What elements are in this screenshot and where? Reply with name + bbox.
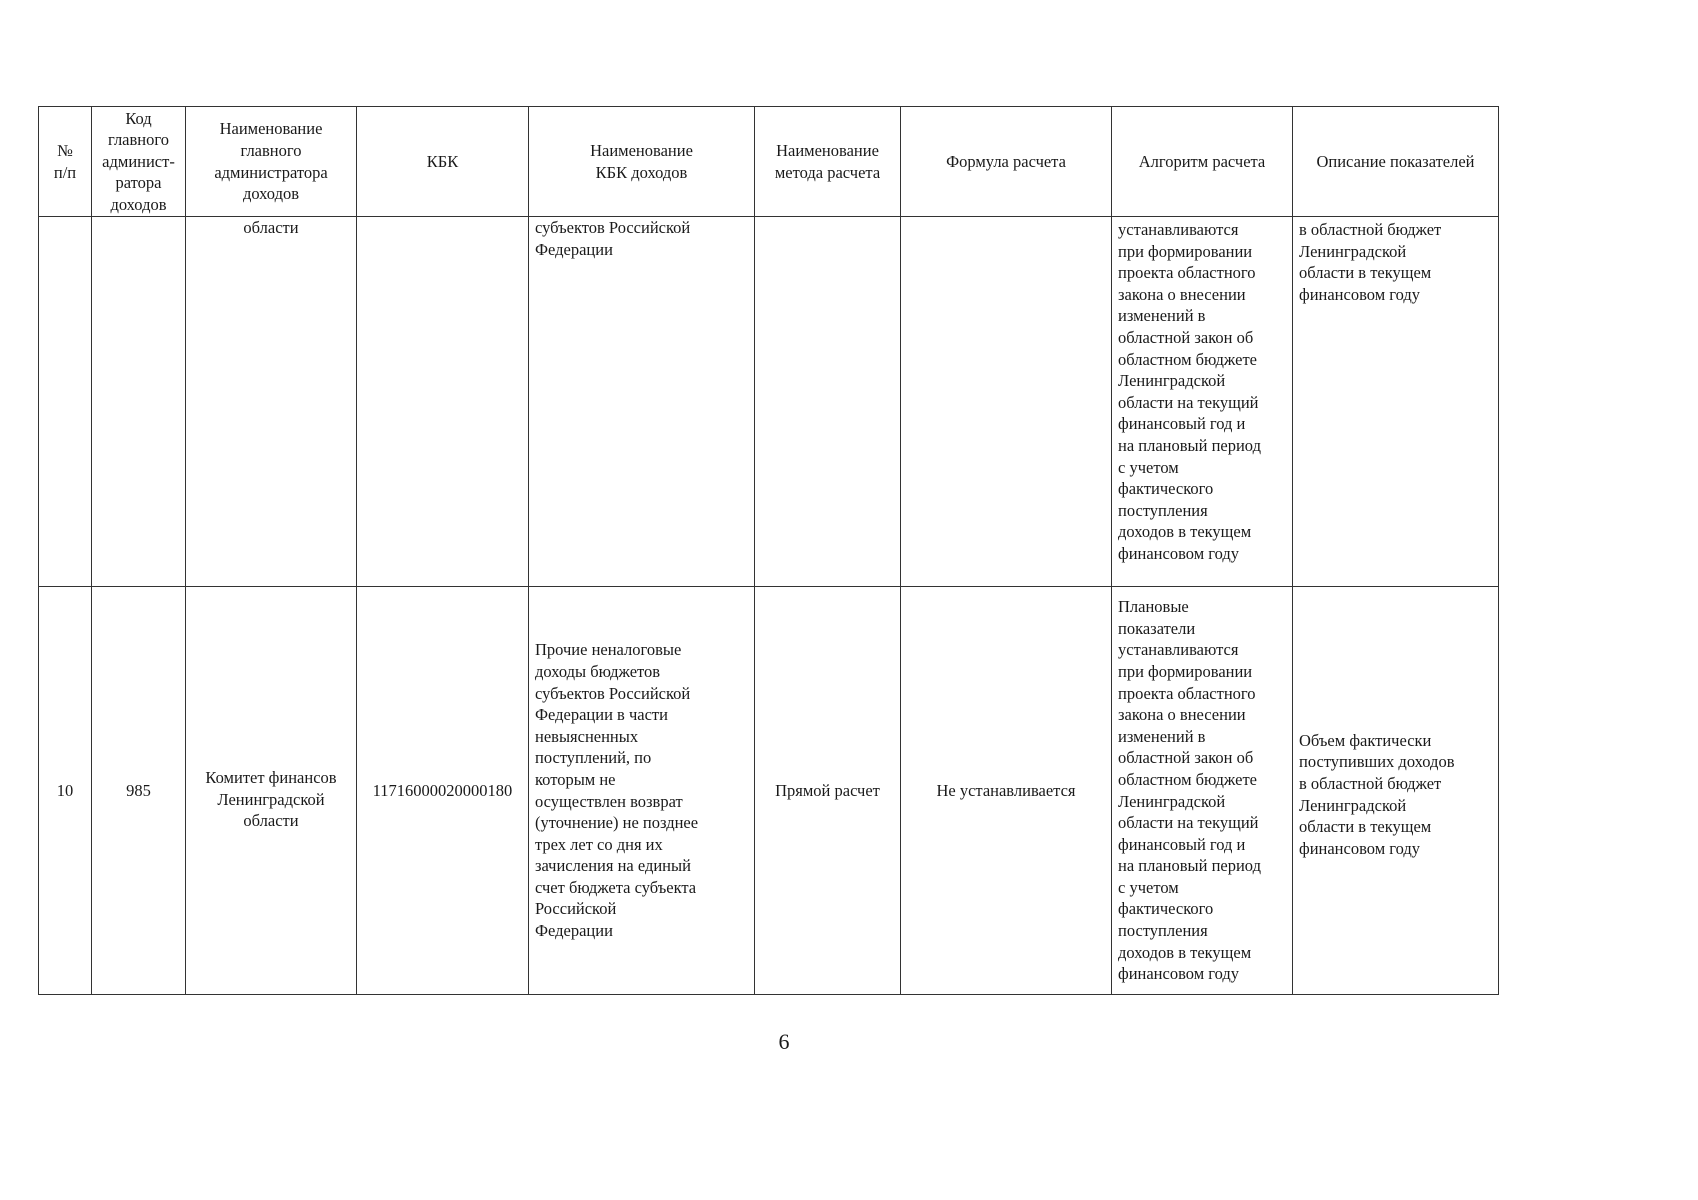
cell-kbk-name: субъектов Российской Федерации bbox=[529, 217, 755, 587]
cell-kbk bbox=[357, 217, 529, 587]
header-kbk-name: Наименование КБК доходов bbox=[529, 107, 755, 217]
header-method: Наименование метода расчета bbox=[755, 107, 901, 217]
table-header-row bbox=[39, 107, 1499, 217]
cell-admin-name: Комитет финансов Ленинградской области bbox=[186, 587, 357, 995]
cell-admin-code bbox=[92, 217, 186, 587]
header-description: Описание показателей bbox=[1293, 107, 1499, 217]
header-kbk: КБК bbox=[357, 107, 529, 217]
cell-formula bbox=[901, 217, 1112, 587]
page-number: 6 bbox=[778, 1029, 790, 1054]
cell-admin-name: области bbox=[186, 217, 357, 587]
cell-kbk: 11716000020000180 bbox=[357, 587, 529, 995]
cell-kbk-name: Прочие неналоговые доходы бюджетов субъектов Российской Федерации в части невыясненных поступлений, по которым не осуществлен возврат (уточнение) не позднее трех лет со дня их зачисления на единый счет бюджета субъекта Российской Федерации bbox=[529, 587, 755, 995]
cell-admin-code: 985 bbox=[92, 587, 186, 995]
header-algorithm: Алгоритм расчета bbox=[1112, 107, 1293, 217]
header-num: № п/п bbox=[39, 107, 92, 217]
header-admin-code: Код главного админист- ратора доходов bbox=[92, 107, 186, 217]
cell-algorithm: устанавливаются при формировании проекта областного закона о внесении изменений в областной закон об областном бюджете Ленинградской области на текущий финансовый год и на плановый период с учетом фактического поступления доходов в текущем финансовом году bbox=[1112, 217, 1293, 587]
cell-method: Прямой расчет bbox=[755, 587, 901, 995]
table-row bbox=[39, 217, 1499, 587]
revenue-method-table bbox=[38, 106, 1499, 995]
cell-description: в областной бюджет Ленинградской области в текущем финансовом году bbox=[1293, 217, 1499, 587]
header-admin-name: Наименование главного администратора доходов bbox=[186, 107, 357, 217]
header-formula: Формула расчета bbox=[901, 107, 1112, 217]
cell-num: 10 bbox=[39, 587, 92, 995]
cell-method bbox=[755, 217, 901, 587]
cell-algorithm: Плановые показатели устанавливаются при формировании проекта областного закона о внесении изменений в областной закон об областном бюджете Ленинградской области на текущий финансовый год и на плановый период с учетом фактического поступления доходов в текущем финансовом году bbox=[1112, 587, 1293, 995]
cell-description: Объем фактически поступивших доходов в областной бюджет Ленинградской области в текущем финансовом году bbox=[1293, 587, 1499, 995]
cell-formula: Не устанавливается bbox=[901, 587, 1112, 995]
table-row bbox=[39, 587, 1499, 995]
cell-num bbox=[39, 217, 92, 587]
